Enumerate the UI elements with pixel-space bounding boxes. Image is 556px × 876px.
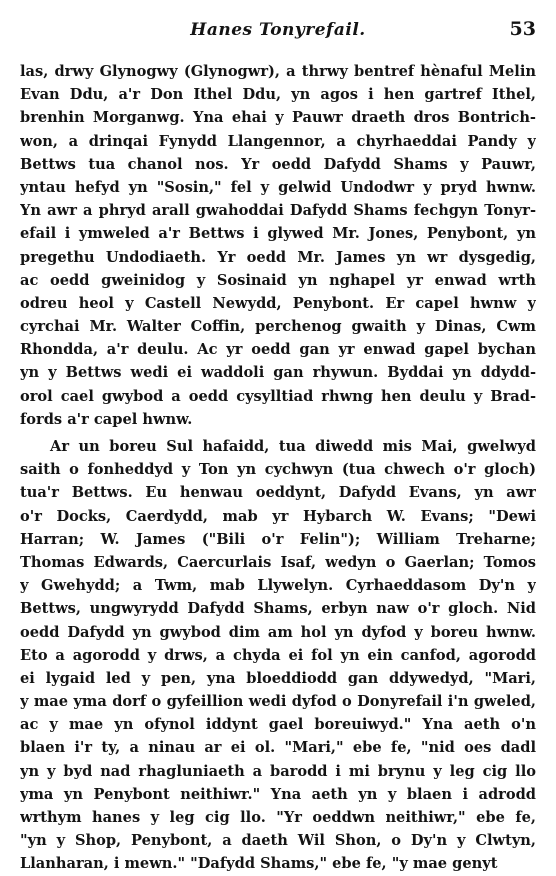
text-line: fords a'r capel hwnw. bbox=[20, 410, 193, 428]
text-line: y Gwehydd; a Twm, mab Llywelyn. Cyrhaeddasom Dy'n y bbox=[20, 577, 536, 595]
text-line: pregethu Undodiaeth. Yr oedd Mr. James yn wr dysgedig, bbox=[20, 248, 536, 266]
text-line: ac y mae yn ofynol iddynt gael boreuiwyd." Yna aeth o'n bbox=[20, 716, 536, 734]
text-line: Bettws, ungwyrydd Dafydd Shams, erbyn naw o'r gloch. Nid bbox=[20, 600, 536, 618]
text-line: Ar un boreu Sul hafaidd, tua diwedd mis Mai, gwelwyd bbox=[50, 438, 536, 455]
body-text bbox=[20, 60, 536, 876]
text-line: Rhondda, a'r deulu. Ac yr oedd gan yr enwad gapel bychan bbox=[20, 341, 536, 359]
text-line: won, a drinqai Fynydd Llangennor, a chyrhaeddai Pandy y bbox=[20, 132, 536, 150]
text-line: y mae yma dorf o gyfeillion wedi dyfod o Donyrefail i'n gweled, bbox=[20, 693, 536, 711]
text-line: blaen i'r ty, a ninau ar ei ol. "Mari," ebe fe, "nid oes dadl bbox=[20, 739, 536, 757]
page-title: Hanes Tonyrefail. bbox=[190, 20, 366, 40]
text-line: "yn y Shop, Penybont, a daeth Wil Shon, o Dy'n y Clwtyn, bbox=[20, 832, 536, 850]
text-line: ac oedd gweinidog y Sosinaid yn nghapel yr enwad wrth bbox=[20, 271, 536, 289]
text-line: yma yn Penybont neithiwr." Yna aeth yn y blaen i adrodd bbox=[20, 785, 536, 803]
text-line: Yn awr a phryd arall gwahoddai Dafydd Shams fechgyn Tonyr- bbox=[20, 202, 536, 220]
text-line: odreu heol y Castell Newydd, Penybont. Er capel hwnw y bbox=[20, 294, 536, 312]
text-line: ei lygaid led y pen, yna bloeddiodd gan ddywedyd, "Mari, bbox=[20, 669, 536, 687]
text-line: yntau hefyd yn "Sosin," fel y gelwid Undodwr y pryd hwnw. bbox=[20, 178, 536, 196]
text-line: orol cael gwybod a oedd cysylltiad rhwng hen deulu y Brad- bbox=[20, 387, 536, 405]
text-line: yn y byd nad rhagluniaeth a barodd i mi brynu y leg cig llo bbox=[20, 762, 536, 780]
text-line: yn y Bettws wedi ei waddoli gan rhywun. Byddai yn ddydd- bbox=[20, 364, 536, 382]
text-line: wrthym hanes y leg cig llo. "Yr oeddwn neithiwr," ebe fe, bbox=[20, 809, 536, 826]
running-head bbox=[20, 18, 536, 42]
text-line: tua'r Bettws. Eu henwau oeddynt, Dafydd Evans, yn awr bbox=[20, 484, 536, 502]
text-line: o'r Docks, Caerdydd, mab yr Hybarch W. Evans; "Dewi bbox=[20, 507, 536, 525]
text-line: efail i ymweled a'r Bettws i glywed Mr. Jones, Penybont, yn bbox=[20, 225, 536, 243]
text-line: Thomas Edwards, Caercurlais Isaf, wedyn o Gaerlan; Tomos bbox=[20, 553, 536, 571]
page-number: 53 bbox=[509, 18, 536, 40]
text-line: Harran; W. James ("Bili o'r Felin"); William Treharne; bbox=[20, 530, 536, 548]
text-line: Bettws tua chanol nos. Yr oedd Dafydd Shams y Pauwr, bbox=[20, 155, 536, 173]
paragraph bbox=[20, 435, 536, 876]
text-line: Llanharan, i mewn." "Dafydd Shams," ebe fe, "y mae genyt bbox=[20, 855, 498, 873]
text-line: cyrchai Mr. Walter Coffin, perchenog gwaith y Dinas, Cwm bbox=[20, 318, 536, 336]
text-line: las, drwy Glynogwy (Glynogwr), a thrwy bentref hènaful Melin bbox=[20, 63, 536, 80]
text-line: brenhin Morganwg. Yna ehai y Pauwr draeth dros Bontrich- bbox=[20, 109, 536, 127]
text-line: Evan Ddu, a'r Don Ithel Ddu, yn agos i hen gartref Ithel, bbox=[20, 86, 536, 104]
text-line: Eto a agorodd y drws, a chyda ei fol yn ein canfod, agorodd bbox=[20, 646, 536, 664]
paragraph bbox=[20, 60, 536, 431]
text-line: oedd Dafydd yn gwybod dim am hol yn dyfod y boreu hwnw. bbox=[20, 623, 536, 641]
text-line: saith o fonheddyd y Ton yn cychwyn (tua chwech o'r gloch) bbox=[20, 461, 536, 479]
